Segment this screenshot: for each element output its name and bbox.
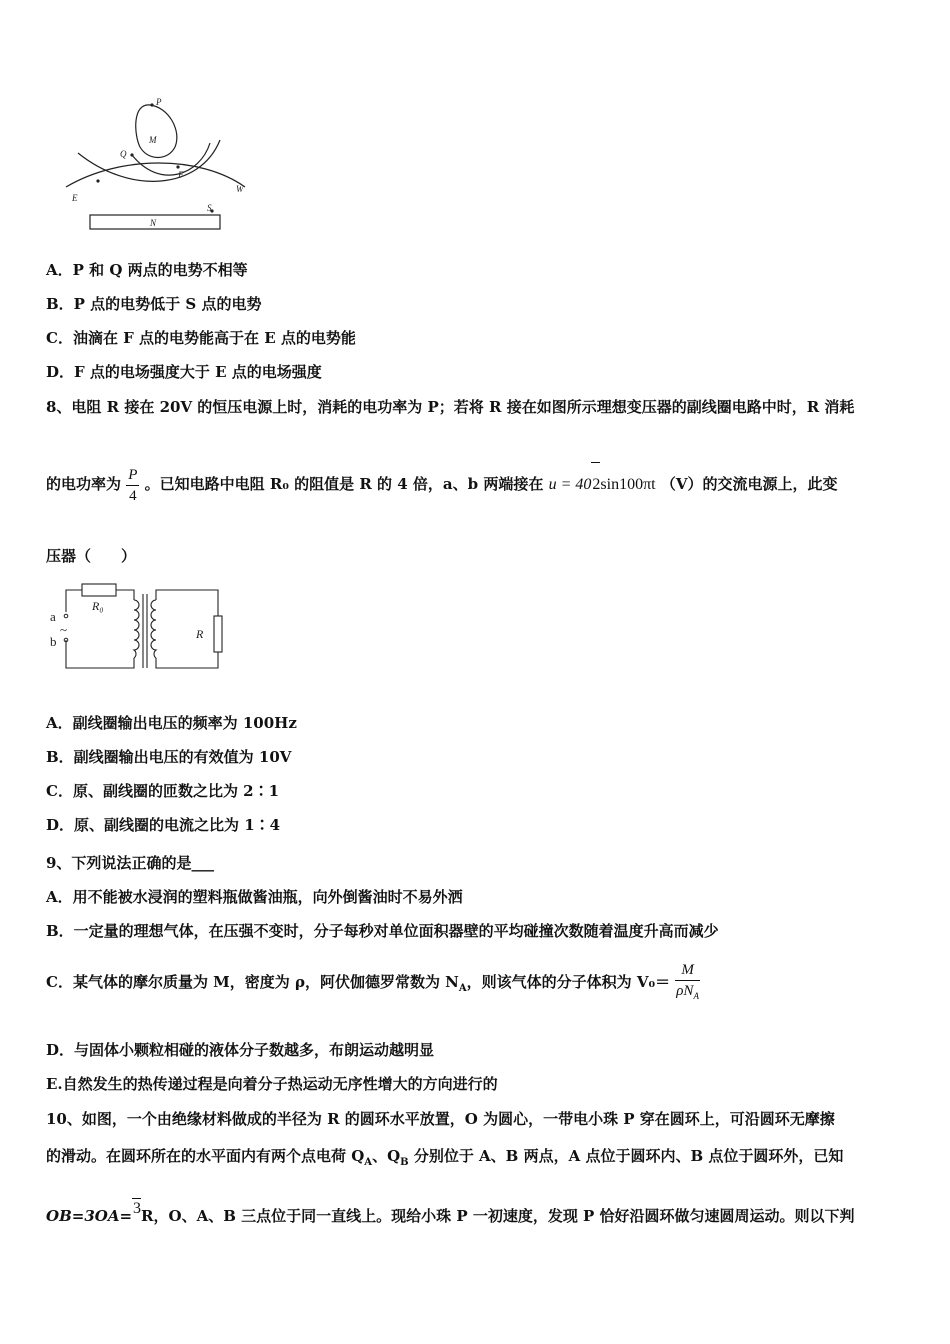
q8-transformer-circuit [46,578,236,674]
q9-option-c: C．某气体的摩尔质量为 M，密度为 ρ，阿伏伽德罗常数为 $N_A$，则该气体的分子体积为 V₀＝ $\frac{M}{\rho N_A}$ [46,960,700,1011]
q7-field-figure [60,95,260,235]
equipotential-outer [66,163,245,187]
q9-option-a: A．用不能被水浸润的塑料瓶做酱油瓶，向外倒酱油时不易外洒 [46,888,463,906]
label-R: R [196,627,204,641]
resistor-R [214,616,222,652]
frac-den: 4 [129,487,137,504]
primary-coil [134,600,139,658]
q8-option-c: C．原、副线圈的匝数之比为 2∶1 [46,782,280,800]
q8-line2-mid: 。已知电路中电阻 R₀ 的阻值是 R 的 4 倍，a、b 两端接在 [144,475,544,493]
label-R0: R₀ [92,599,104,613]
q8-power-fraction [126,465,139,506]
equipotential-inner [132,143,210,175]
label-P: P [156,97,162,107]
resistor-R0 [82,584,116,596]
equipotential-middle [78,140,220,181]
q7-option-b: B．P 点的电势低于 S 点的电势 [46,295,262,313]
q9-option-d: D．与固体小颗粒相碰的液体分子数越多，布朗运动越明显 [46,1041,435,1059]
label-E: E [72,193,78,203]
q10-stem-line1: 10、如图，一个由绝缘材料做成的半径为 R 的圆环水平放置，O 为圆心，一带电小珠 P 穿在圆环上，可沿圆环无摩擦 [46,1110,835,1128]
q8-stem-line3: 压器（ ） [46,547,137,565]
label-b: b [50,634,57,649]
q9-option-e: E.自然发生的热传递过程是向着分子热运动无序性增大的方向进行的 [46,1075,498,1093]
label-N: N [150,218,157,228]
molecule-volume-fraction: $\frac{M}{\rho N_A}$ [676,962,699,1001]
q8-voltage-formula: u = 402sin100πt [549,476,656,493]
label-Q: Q [120,149,127,159]
q9-stem: 9、下列说法正确的是___ [46,854,214,872]
q9-option-b: B．一定量的理想气体，在压强不变时，分子每秒对单位面积器壁的平均碰撞次数随着温度升高而减少 [46,922,719,940]
q10-stem-line3: OB=3OA=3R，O、A、B 三点位于同一直线上。现给小珠 P 一初速度，发现 P 恰好沿圆环做匀速圆周运动。则以下判 [46,1200,855,1225]
q8-option-a: A．副线圈输出电压的频率为 100Hz [46,714,297,732]
secondary-coil [151,600,156,658]
q8-line2-prefix: 的电功率为 [46,475,122,493]
q8-option-b: B．副线圈输出电压的有效值为 10V [46,748,292,766]
q8-stem-line2 [46,462,837,507]
q7-option-d: D．F 点的电场强度大于 E 点的电场强度 [46,363,322,381]
label-W: W [236,184,244,194]
label-F: F [178,170,184,180]
q10-stem-line2: 的滑动。在圆环所在的水平面内有两个点电荷 $Q_A$、$Q_B$ 分别位于 A、B 两点，A 点位于圆环内、B 点位于圆环外，已知 [46,1147,844,1168]
loop-curve [136,105,177,158]
ac-source-symbol: ~ [60,622,68,637]
q8-line2-suffix: （V）的交流电源上，此变 [660,475,838,493]
q7-option-c: C．油滴在 F 点的电势能高于在 E 点的电势能 [46,329,356,347]
q8-stem-line1: 8、电阻 R 接在 20V 的恒压电源上时，消耗的电功率为 P；若将 R 接在如图所示理想变压器的副线圈电路中时，R 消耗 [46,398,855,416]
label-S: S [207,203,212,213]
label-a: a [50,609,56,624]
q8-option-d: D．原、副线圈的电流之比为 1∶4 [46,816,281,834]
q7-option-a: A．P 和 Q 两点的电势不相等 [46,261,248,279]
frac-num: P [126,465,139,486]
label-M: M [149,135,157,145]
